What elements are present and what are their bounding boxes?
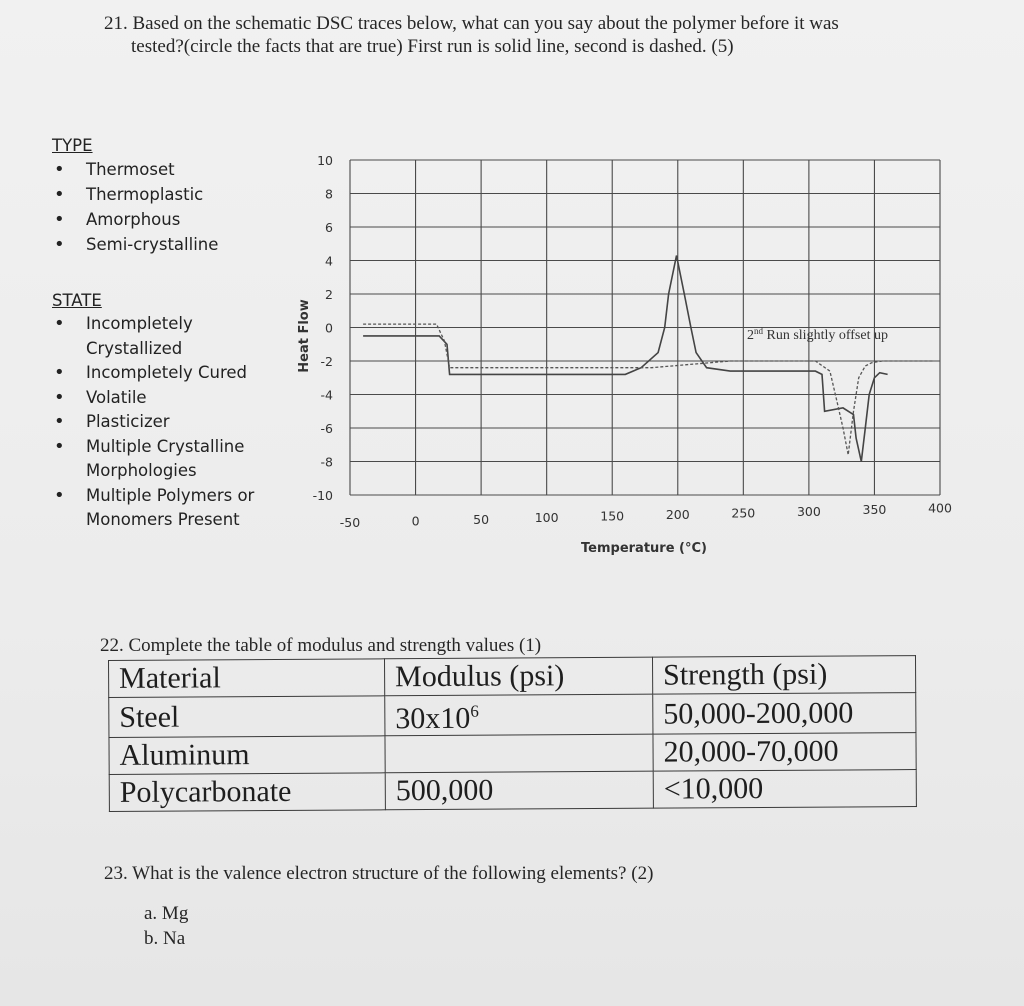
y-tick-label: 8 [325,186,333,202]
question-22: 22. Complete the table of modulus and strength values (1) [100,635,542,656]
x-tick-label: 400 [928,500,952,516]
option-text: Multiple Crystalline [86,436,245,456]
question-23-part-a: a. Mg [144,903,189,924]
cell-modulus-blank[interactable] [385,734,653,773]
cell-strength: 50,000-200,000 [653,693,916,735]
type-option-thermoset[interactable]: • Thermoset [52,157,218,182]
option-text: Monomers Present [86,510,240,529]
x-tick-label: -50 [339,515,361,530]
y-tick-label: -10 [312,488,333,503]
y-tick-label: -6 [320,421,333,436]
y-tick-label: 4 [325,253,333,269]
type-option-thermoplastic[interactable]: • Thermoplastic [52,182,218,207]
second-run-dashed-line [363,324,933,455]
second-run-annotation: 2nd Run slightly offset up [747,326,888,343]
cell-strength: <10,000 [653,770,916,809]
y-tick-label: 10 [317,153,333,168]
question-21-line2: tested?(circle the facts that are true) First run is solid line, second is dashed. (5) [131,36,734,57]
x-axis-label: Temperature (°C) [581,541,707,556]
header-strength: Strength (psi) [652,656,915,695]
y-tick-label: 6 [325,220,333,235]
table-header-row [109,656,916,698]
cell-material: Aluminum [109,736,385,775]
question-23: 23. What is the valence electron structure of the following elements? (2) [104,863,654,884]
x-tick-label: 150 [600,508,625,524]
x-tick-label: 300 [796,503,821,519]
x-tick-label: 50 [473,511,490,527]
table-row [109,693,916,738]
header-material: Material [109,659,385,698]
cell-material: Steel [109,696,385,738]
modulus-exponent: 6 [470,701,479,721]
x-tick-label: 0 [411,513,420,529]
option-text: Incompletely [86,314,193,333]
type-option-semi-crystalline[interactable]: • Semi-crystalline [52,232,218,257]
cell-strength: 20,000-70,000 [653,733,916,772]
x-tick-label: 200 [665,507,690,522]
cell-material: Polycarbonate [109,773,385,812]
header-modulus: Modulus (psi) [384,657,652,696]
option-text: Volatile [86,387,147,407]
question-23-part-b: b. Na [144,928,186,949]
x-tick-label: 100 [534,510,559,526]
y-tick-label: -8 [320,454,333,470]
cell-modulus[interactable] [385,694,653,736]
option-text: Crystallized [86,338,183,358]
option-text: Morphologies [86,461,197,480]
x-tick-label: 250 [731,505,756,521]
y-axis-label: Heat Flow [297,299,312,373]
question-21-line1: 21. Based on the schematic DSC traces below, what can you say about the polymer before it was [104,13,839,34]
type-heading: TYPE [52,136,93,155]
modulus-base: 30x10 [395,701,471,736]
option-text: Multiple Polymers or [86,485,255,505]
modulus-strength-table [108,655,917,812]
table-row [109,770,916,812]
y-tick-labels [313,153,333,503]
y-tick-label: 2 [325,287,333,302]
type-option-amorphous[interactable]: • Amorphous [52,207,218,232]
y-tick-label: -2 [320,354,333,369]
y-tick-label: 0 [325,320,333,336]
y-tick-label: -4 [320,387,333,403]
state-heading: STATE [52,291,102,310]
cell-modulus: 500,000 [385,771,653,810]
option-text: Incompletely Cured [86,363,248,382]
option-text: Plasticizer [86,412,170,431]
table-row [109,733,916,775]
x-tick-labels [340,501,952,530]
x-tick-label: 350 [862,502,887,518]
